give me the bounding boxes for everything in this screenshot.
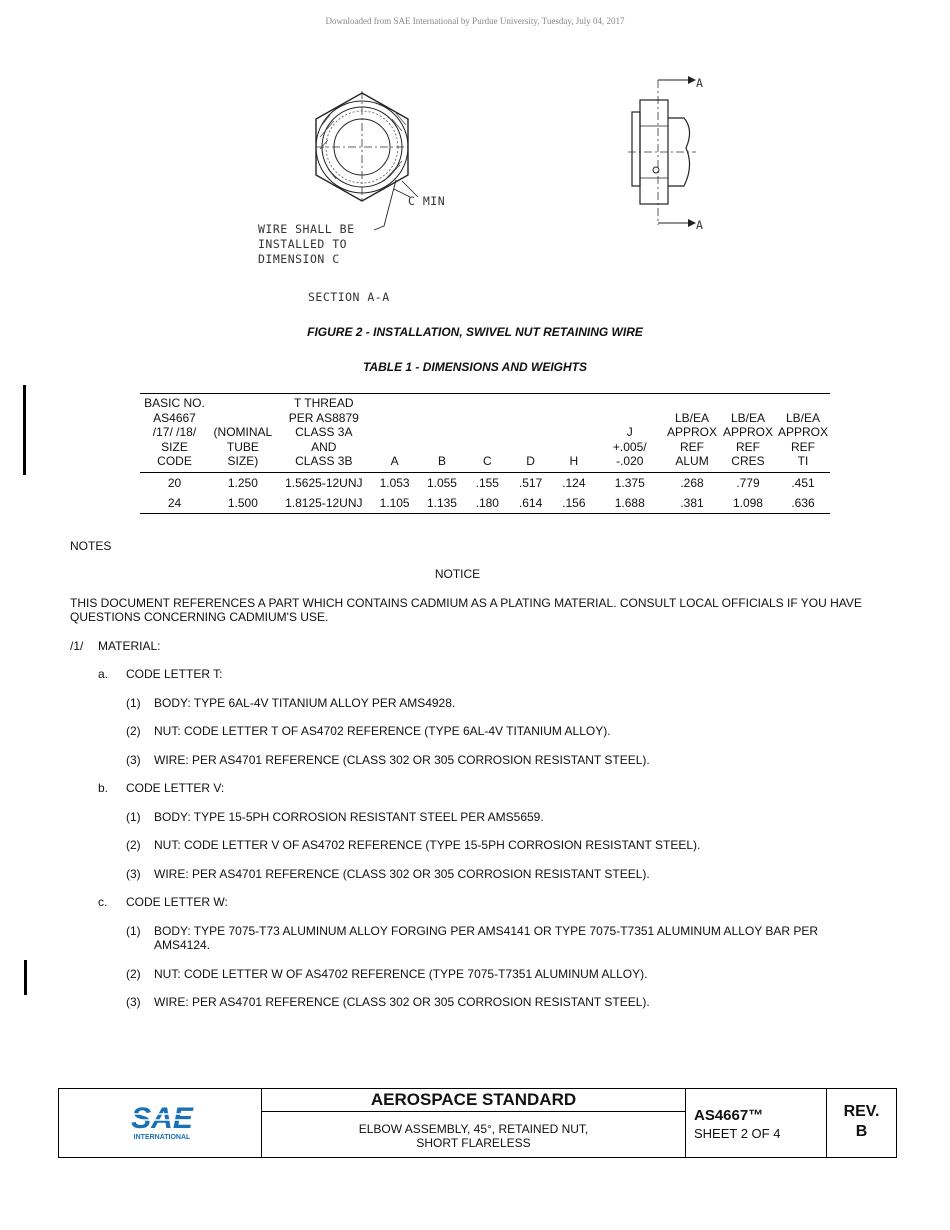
table-cell: 1.250 — [227, 475, 258, 490]
table-cell: 1.5625-12UNJ — [285, 475, 363, 490]
column-header: C — [466, 394, 509, 473]
section-arrow-label-top: A — [696, 76, 704, 90]
column-header: BASIC NO. AS4667 /17/ /18/ SIZE CODE — [140, 394, 209, 473]
sae-logo-subtext: INTERNATIONAL — [133, 1134, 191, 1141]
table-cell: 1.135 — [418, 493, 465, 514]
section-label: SECTION A-A — [308, 290, 390, 304]
revision-label: REV. — [843, 1103, 880, 1120]
table-caption: TABLE 1 - DIMENSIONS AND WEIGHTS — [362, 360, 587, 374]
column-header: (NOMINAL TUBE SIZE) — [209, 394, 277, 473]
notes-heading: NOTES — [70, 539, 112, 553]
item-number: (2) — [126, 838, 141, 852]
item-text: WIRE: PER AS4701 REFERENCE (CLASS 302 OR 305 CORROSION RESISTANT STEEL). — [154, 867, 650, 881]
table-cell: 1.375 — [614, 475, 645, 490]
wire-note: WIRE SHALL BE INSTALLED TO DIMENSION C — [258, 222, 355, 266]
item-text: NUT: CODE LETTER V OF AS4702 REFERENCE (TYPE 15-5PH CORROSION RESISTANT STEEL). — [154, 838, 701, 852]
dimensions-table — [140, 393, 830, 514]
sheet-number: SHEET 2 OF 4 — [694, 1126, 781, 1141]
logo-cell — [59, 1089, 262, 1157]
footnote-marker: /1/ — [70, 639, 84, 653]
notice-heading: NOTICE — [434, 567, 481, 581]
table-cell: 1.105 — [371, 493, 418, 514]
sae-logo-icon — [127, 1101, 197, 1145]
item-number: (1) — [126, 696, 141, 710]
column-header: J +.005/ -.020 — [595, 394, 664, 473]
revision-bar — [24, 960, 27, 995]
table-cell: 20 — [167, 475, 182, 490]
revision-cell — [827, 1089, 896, 1157]
item-number: (3) — [126, 867, 141, 881]
material-heading: MATERIAL: — [98, 639, 161, 653]
item-text: BODY: TYPE 15-5PH CORROSION RESISTANT STEEL PER AMS5659. — [154, 810, 544, 824]
document-subtitle-line1: ELBOW ASSEMBLY, 45°, RETAINED NUT, — [358, 1122, 589, 1136]
section-arrow-label-bottom: A — [696, 218, 704, 232]
group-title: CODE LETTER W: — [126, 895, 228, 909]
item-text: WIRE: PER AS4701 REFERENCE (CLASS 302 OR 305 CORROSION RESISTANT STEEL). — [154, 753, 650, 767]
table-cell: .381 — [664, 493, 720, 514]
leader-line — [370, 178, 400, 233]
table-row — [140, 472, 830, 493]
column-header: A — [371, 394, 418, 473]
table-cell: .268 — [680, 475, 704, 490]
group-letter: c. — [98, 895, 108, 909]
group-letter: a. — [98, 667, 109, 681]
group-title: CODE LETTER T: — [126, 667, 223, 681]
standard-title: AEROSPACE STANDARD — [262, 1089, 685, 1112]
title-block — [58, 1088, 897, 1158]
table-cell: .155 — [475, 475, 499, 490]
table-cell: 1.500 — [209, 493, 277, 514]
table-cell: 24 — [140, 493, 209, 514]
item-number: (3) — [126, 753, 141, 767]
item-text: BODY: TYPE 6AL-4V TITANIUM ALLOY PER AMS4928. — [154, 696, 456, 710]
table-cell: .636 — [776, 493, 830, 514]
group-title: CODE LETTER V: — [126, 781, 225, 795]
table-cell: 1.098 — [720, 493, 776, 514]
item-number: (1) — [126, 810, 141, 824]
table-cell: .614 — [509, 493, 552, 514]
item-text: NUT: CODE LETTER T OF AS4702 REFERENCE (TYPE 6AL-4V TITANIUM ALLOY). — [154, 724, 611, 738]
side-view-drawing — [620, 70, 710, 235]
column-header: LB/EA APPROX REF TI — [776, 394, 830, 473]
title-cell — [262, 1089, 686, 1157]
table-cell: .124 — [562, 475, 586, 490]
item-text: WIRE: PER AS4701 REFERENCE (CLASS 302 OR 305 CORROSION RESISTANT STEEL). — [154, 995, 650, 1009]
download-notice: Downloaded from SAE International by Purdue University, Tuesday, July 04, 2017 — [325, 16, 625, 26]
table-cell: .451 — [791, 475, 815, 490]
column-header: LB/EA APPROX REF ALUM — [664, 394, 720, 473]
column-header: H — [552, 394, 595, 473]
item-text: BODY: TYPE 7075-T73 ALUMINUM ALLOY FORGING PER AMS4141 OR TYPE 7075-T7351 ALUMINUM ALLOY BAR PER AMS4124. — [154, 924, 819, 952]
table-cell: 1.055 — [426, 475, 457, 490]
group-letter: b. — [98, 781, 109, 795]
table-cell: 1.8125-12UNJ — [277, 493, 371, 514]
table-cell: 1.053 — [379, 475, 410, 490]
figure-caption: FIGURE 2 - INSTALLATION, SWIVEL NUT RETAINING WIRE — [307, 325, 643, 339]
table-row — [140, 493, 830, 514]
item-text: NUT: CODE LETTER W OF AS4702 REFERENCE (TYPE 7075-T7351 ALUMINUM ALLOY). — [154, 967, 648, 981]
table-cell: .517 — [518, 475, 543, 490]
column-header: D — [509, 394, 552, 473]
document-number: AS4667™ — [694, 1107, 764, 1124]
doc-number-cell — [686, 1089, 827, 1157]
c-min-label: C MIN — [408, 194, 446, 208]
item-number: (2) — [126, 724, 141, 738]
item-number: (3) — [126, 995, 141, 1009]
column-header: B — [418, 394, 465, 473]
notice-text: THIS DOCUMENT REFERENCES A PART WHICH CONTAINS CADMIUM AS A PLATING MATERIAL. CONSULT LOCAL OFFICIALS IF YOU HAVE QUESTIONS CONCERNING CADMIUM'S USE. — [70, 596, 862, 624]
document-subtitle-line2: SHORT FLARELESS — [416, 1136, 531, 1150]
table-cell: .180 — [466, 493, 509, 514]
sae-logo-text: SAE — [131, 1102, 193, 1135]
revision-bar — [23, 385, 26, 475]
table-cell: .156 — [552, 493, 595, 514]
table-cell: .779 — [736, 475, 760, 490]
column-header: LB/EA APPROX REF CRES — [720, 394, 776, 473]
table-header-row — [140, 394, 830, 473]
table-cell: 1.688 — [595, 493, 664, 514]
item-number: (1) — [126, 924, 141, 938]
item-number: (2) — [126, 967, 141, 981]
revision-value: B — [855, 1123, 868, 1140]
column-header: T THREAD PER AS8879 CLASS 3A AND CLASS 3B — [277, 394, 371, 473]
